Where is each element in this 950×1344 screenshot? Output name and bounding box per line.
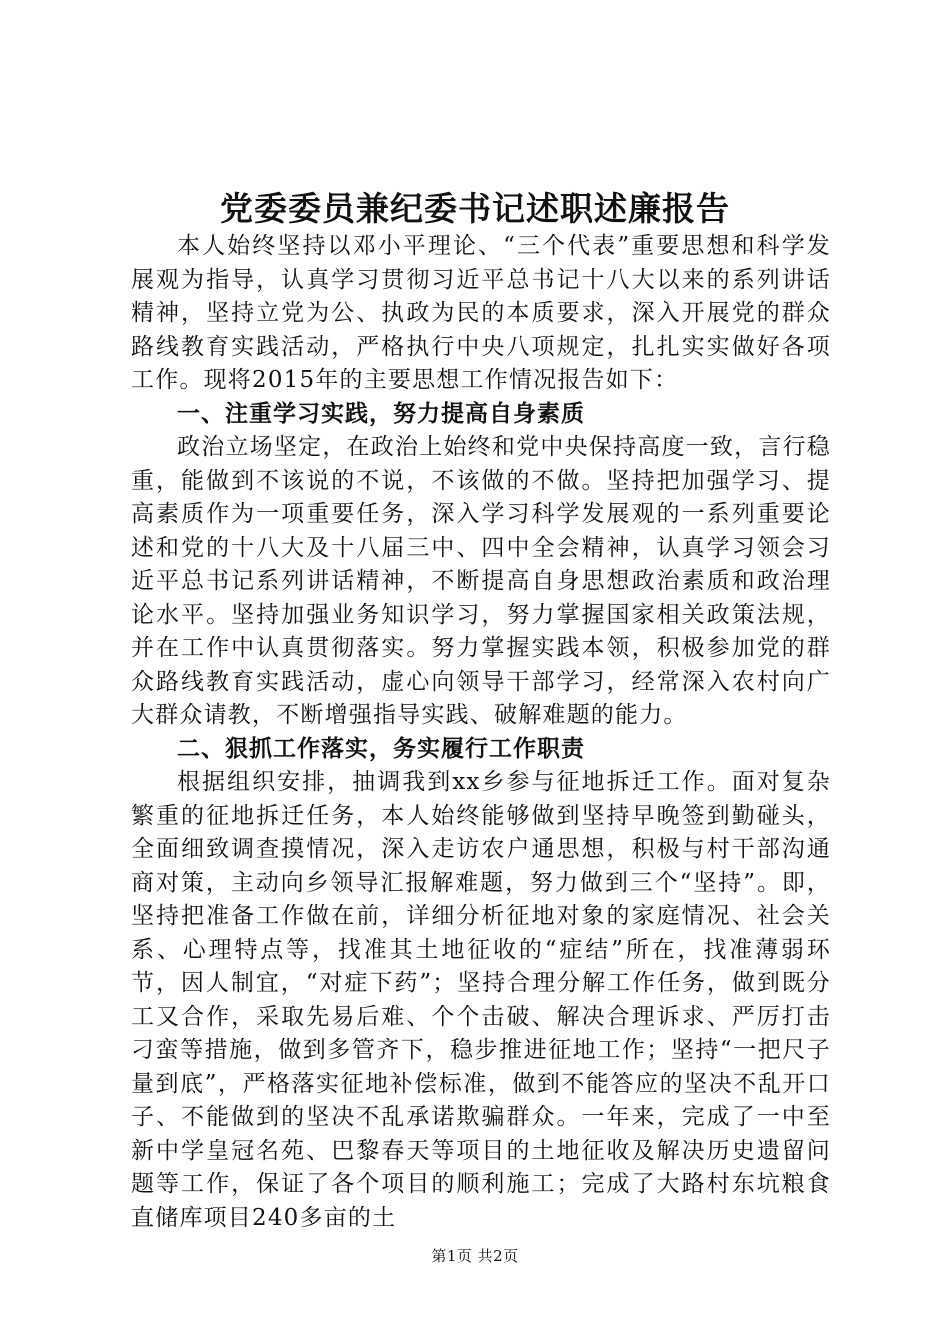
document-title: 党委委员兼纪委书记述职述廉报告 <box>220 189 730 228</box>
page-footer: 第1页 共2页 <box>431 1247 519 1265</box>
section-2-heading: 二、狠抓工作落实，务实履行工作职责 <box>177 735 585 762</box>
intro-paragraph: 本人始终坚持以邓小平理论、“三个代表”重要思想和科学发展观为指导，认真学习贯彻习近平总书记十八大以来的系列讲话精神，坚持立党为公、执政为民的本质要求，深入开展党的群众路线教育实践活动，严格执行中央八项规定，扎扎实实做好各项工作。现将2015年的主要思想工作情况报告如下： <box>131 233 831 393</box>
document-body <box>131 230 831 1235</box>
section-1-paragraph: 政治立场坚定，在政治上始终和党中央保持高度一致，言行稳重，能做到不该说的不说，不该做的不做。坚持把加强学习、提高素质作为一项重要任务，深入学习科学发展观的一系列重要论述和党的十八大及十八届三中、四中全会精神，认真学习领会习近平总书记系列讲话精神，不断提高自身思想政治素质和政治理论水平。坚持加强业务知识学习，努力掌握国家相关政策法规，并在工作中认真贯彻落实。努力掌握实践本领，积极参加党的群众路线教育实践活动，虚心向领导干部学习，经常深入农村向广大群众请教，不断增强指导实践、破解难题的能力。 <box>131 434 831 728</box>
section-2-paragraph: 根据组织安排，抽调我到xx乡参与征地拆迁工作。面对复杂繁重的征地拆迁任务，本人始终能够做到坚持早晚签到勤碰头，全面细致调查摸情况，深入走访农户通思想，积极与村干部沟通商对策，主动向乡领导汇报解难题，努力做到三个“坚持”。即，坚持把准备工作做在前，详细分析征地对象的家庭情况、社会关系、心理特点等，找准其土地征收的“症结”所在，找准薄弱环节，因人制宜，“对症下药”；坚持合理分解工作任务，做到既分工又合作，采取先易后难、个个击破、解决合理诉求、严厉打击刁蛮等措施，做到多管齐下，稳步推进征地工作；坚持“一把尺子量到底”，严格落实征地补偿标准，做到不能答应的坚决不乱开口子、不能做到的坚决不乱承诺欺骗群众。一年来，完成了一中至新中学皇冠名苑、巴黎春天等项目的土地征收及解决历史遗留问题等工作，保证了各个项目的顺利施工；完成了大路村东坑粮食直储库项目240多亩的土 <box>131 769 831 1231</box>
section-1-heading: 一、注重学习实践，努力提高自身素质 <box>177 400 585 427</box>
